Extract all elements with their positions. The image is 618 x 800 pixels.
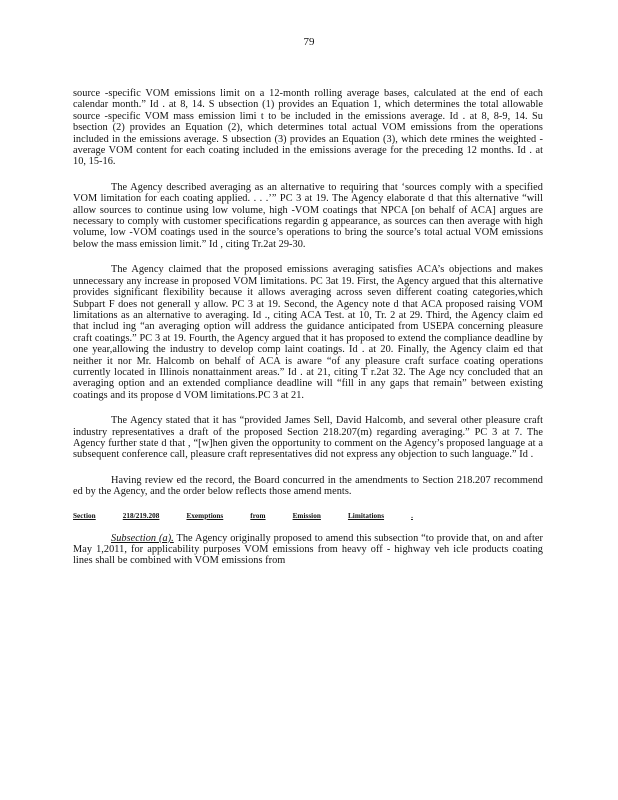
- section-heading-word: Exemptions: [186, 511, 224, 520]
- section-heading-word: from: [250, 511, 266, 520]
- paragraph-1: source -specific VOM emissions limit on a 12-month rolling average bases, calculated at the end of each calendar month.” Id . at 8, 14. S ubsection (1) provides an Equation 1, which determines the total allowable source -specific VOM mass emission limi t to be included in the emissions average. Id . at 8, 8-9, 14. Su bsection (2) provides an Equation (2), which determines total actual VOM emissions from the operations included in the emissions average. S ubsection (3) provides an Equation (3), which dete rmines the weighted -average VOM content for each coating included in the emissions average for the preceding 12 months. Id . at 10, 15-16.: [73, 88, 543, 168]
- paragraph-4: The Agency stated that it has “provided James Sell, David Halcomb, and several other pleasure craft industry representatives a draft of the proposed Section 218.207(m) regarding averaging.” PC 3 at 7. The Agency further state d that , “[w]hen given the opportunity to comment on the Agency’s proposed language at a subsequent conference call, pleasure craft representatives did not express any objection to such language.” Id .: [73, 415, 543, 461]
- subsection-text: The Agency originally proposed to amend this subsection “to provide that, on and after May 1,2011, for applicability purposes VOM emissions from heavy off - highway veh icle products coating lines shall be combined with VOM emissions from: [73, 532, 543, 567]
- section-heading-word: Limitations: [347, 511, 385, 520]
- subsection-label: Subsection (a).: [111, 532, 174, 544]
- paragraph-3: The Agency claimed that the proposed emissions averaging satisfies ACA’s objections and makes unnecessary any increase in proposed VOM limitations. PC 3at 19. First, the Agency argued that this alternative provides significant flexibility because it allows averaging across seven different coating categories,which Subpart F does not generall y allow. PC 3 at 19. Second, the Agency note d that ACA proposed raising VOM limitations as an alternative to averaging. Id ., citing ACA Test. at 10, Tr. 2 at 29. Third, the Agency claim ed that includ ing “an averaging option will address the guidance anticipated from USEPA concerning pleasure craft coatings.” PC 3 at 19. Fourth, the Agency argued that it has proposed to extend the compliance deadline by one year,allowing the industry to develop comp laint coatings. Id . at 20. Finally, the Agency claim ed that neither it nor Mr. Halcomb on behalf of ACA is aware “of any pleasure craft surface coating operations currently located in Illinois nonattainment areas.” Id . at 21, citing T r.2at 32. The Age ncy concluded that an averaging option and an extended compliance deadline will “fill in any gaps that remain” between existing coatings and its propose d VOM limitations.PC 3 at 21.: [73, 264, 543, 401]
- paragraph-5: Having review ed the record, the Board concurred in the amendments to Section 218.207 recommend ed by the Agency, and the order below reflects those amend ments.: [73, 474, 543, 498]
- document-body: [73, 88, 543, 581]
- section-heading: [73, 512, 413, 521]
- section-heading-word: Section: [73, 511, 96, 520]
- page-number: 79: [303, 36, 315, 48]
- section-heading-period: .: [411, 511, 413, 520]
- paragraph-2: The Agency described averaging as an alternative to requiring that ‘sources comply with a specified VOM limitation for each coating applied. . . .’” PC 3 at 19. The Agency elaborate d that this alternative “will allow sources to continue using low volume, high -VOM coatings that NPCA [on behalf of ACA] argues are necessary to comply with customer specifications regardin g appearance, as sources can then average with high volume, low -VOM coatings used in the source’s operations to bring the source’s total actual VOM emissions below the mass emission limit.” Id , citing Tr.2at 29-30.: [73, 181, 543, 250]
- subsection-paragraph: [73, 533, 543, 567]
- section-heading-word: Emission: [292, 511, 321, 520]
- section-heading-number: 218/219.208: [122, 511, 160, 520]
